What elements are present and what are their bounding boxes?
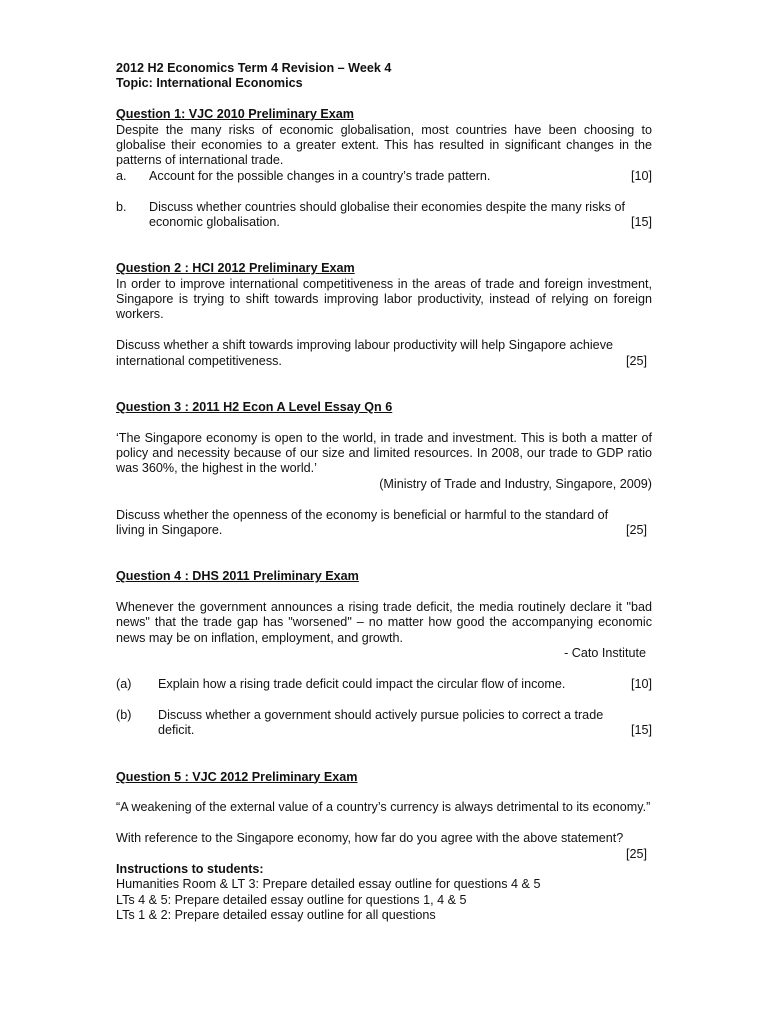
instructions-line-2: LTs 4 & 5: Prepare detailed essay outline for questions 1, 4 & 5 [116, 892, 467, 907]
instructions-line-3: LTs 1 & 2: Prepare detailed essay outline for all questions [116, 908, 436, 923]
q1-part-b [116, 200, 652, 231]
instructions-line-1: Humanities Room & LT 3: Prepare detailed essay outline for questions 4 & 5 [116, 877, 541, 892]
q4-part-a-marks: [10] [630, 677, 652, 692]
q3-source: (Ministry of Trade and Industry, Singapore, 2009) [379, 476, 652, 491]
q4-quote: Whenever the government announces a rising trade deficit, the media routinely declare it "bad news" that the trade gap has "worsened" – no matter how good the accompanying economic news may be on inflation, employment, and growth. [116, 600, 652, 645]
q1-part-b-marks: [15] [630, 215, 652, 230]
q5-task: With reference to the Singapore economy, how far do you agree with the above statement? [116, 831, 624, 846]
q3-marks: [25] [625, 523, 647, 538]
q4-source: - Cato Institute [564, 646, 646, 661]
q5-heading: Question 5 : VJC 2012 Preliminary Exam [116, 769, 358, 784]
q4-part-b-text-1: Discuss whether a government should actively pursue policies to correct a trade [158, 707, 604, 722]
q2-task-2: international competitiveness. [116, 353, 282, 368]
q5-marks: [25] [625, 846, 647, 861]
q4-part-a-label: (a) [116, 677, 132, 692]
q4-part-b-text-2: deficit. [158, 723, 195, 738]
q1-stem: Despite the many risks of economic globalisation, most countries have been choosing to globalise their economies to a greater extent. This has resulted in significant changes in the patterns of international trade. [116, 122, 652, 168]
q1-part-a [116, 169, 652, 184]
q4-part-b-marks: [15] [630, 723, 652, 738]
q3-quote: ‘The Singapore economy is open to the world, in trade and investment. This is both a matter of policy and necessity because of our size and limited resources. In 2008, our trade to GDP ratio was 360%, the highest in the world.’ [116, 430, 652, 476]
q2-task-1: Discuss whether a shift towards improving labour productivity will help Singapore achieve [116, 338, 613, 353]
q4-heading: Question 4 : DHS 2011 Preliminary Exam [116, 569, 359, 584]
q4-part-b-label: (b) [116, 707, 132, 722]
q2-heading: Question 2 : HCI 2012 Preliminary Exam [116, 261, 355, 276]
instructions-heading: Instructions to students: [116, 861, 264, 876]
document-content [116, 61, 652, 924]
q1-part-a-label: a. [116, 168, 127, 183]
q5-quote: “A weakening of the external value of a country’s currency is always detrimental to its economy.” [116, 800, 651, 815]
q3-task-2: living in Singapore. [116, 523, 223, 538]
q1-part-a-text: Account for the possible changes in a country’s trade pattern. [149, 168, 491, 183]
q3-task-1: Discuss whether the openness of the economy is beneficial or harmful to the standard of [116, 507, 609, 522]
q1-heading: Question 1: VJC 2010 Preliminary Exam [116, 107, 354, 122]
document-topic: Topic: International Economics [116, 76, 303, 91]
q1-part-b-text-1: Discuss whether countries should globalise their economies despite the many risks of [149, 199, 625, 214]
q2-marks: [25] [625, 353, 647, 368]
q2-stem: In order to improve international competitiveness in the areas of trade and foreign investment, Singapore is trying to shift towards improving labor productivity, instead of relying on foreign workers. [116, 276, 652, 322]
q4-part-a [116, 677, 652, 692]
q4-part-b [116, 708, 652, 739]
document-title: 2012 H2 Economics Term 4 Revision – Week 4 [116, 61, 392, 75]
q3-heading: Question 3 : 2011 H2 Econ A Level Essay Qn 6 [116, 399, 393, 414]
q1-part-a-marks: [10] [630, 168, 652, 183]
q4-part-a-text: Explain how a rising trade deficit could impact the circular flow of income. [158, 677, 566, 692]
q1-part-b-text-2: economic globalisation. [149, 215, 280, 230]
q1-part-b-label: b. [116, 199, 127, 214]
